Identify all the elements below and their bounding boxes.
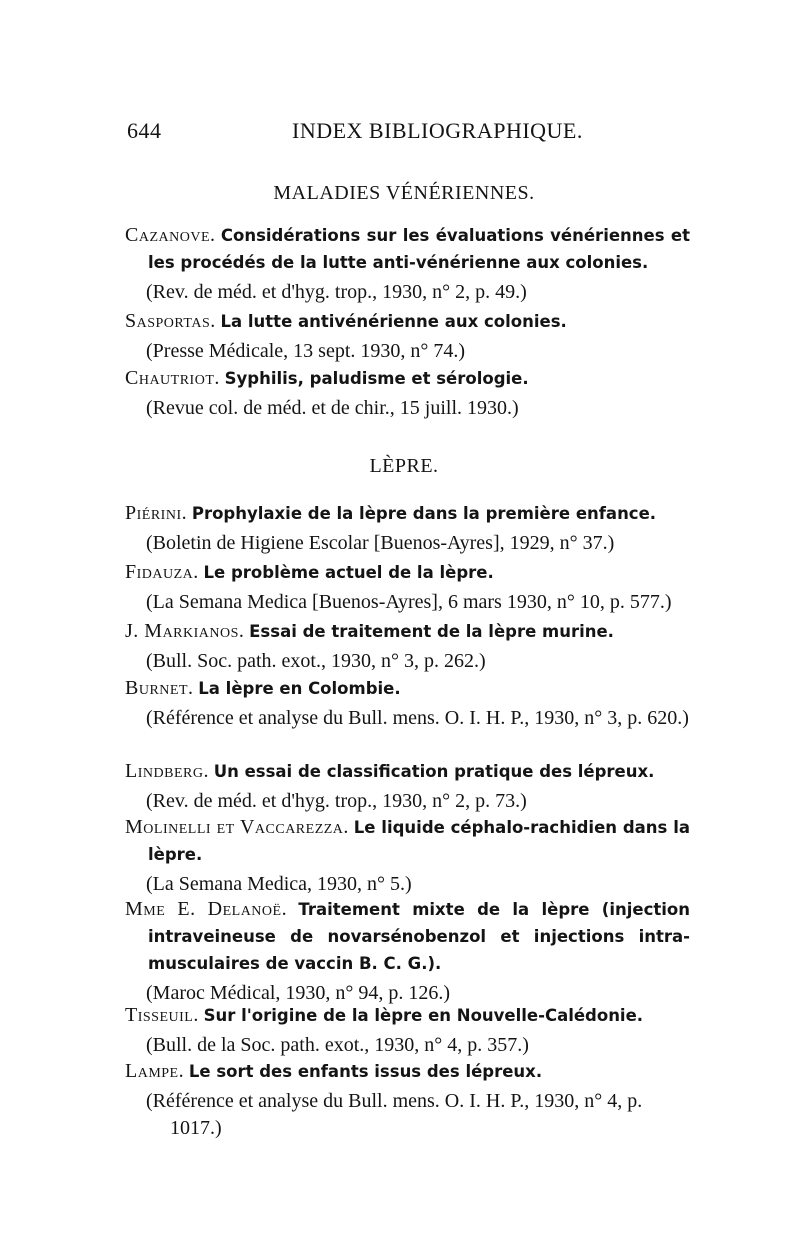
entry-reference: (Rev. de méd. et d'hyg. trop., 1930, n° 2, p. 73.)	[146, 790, 527, 812]
entry-title: Le liquide céphalo-rachidien dans la lèpre.	[148, 818, 690, 864]
entry-author: Lampe.	[125, 1060, 185, 1082]
entry-reference: (Référence et analyse du Bull. mens. O. I. H. P., 1930, n° 3, p. 620.)	[146, 707, 689, 729]
entry-author: Fidauza.	[125, 561, 199, 583]
entry-author: Tisseuil.	[125, 1004, 199, 1026]
entry-reference: (Bull. de la Soc. path. exot., 1930, n° 4, p. 357.)	[146, 1034, 529, 1056]
entry-title: Le sort des enfants issus des lépreux.	[188, 1062, 543, 1081]
entry-title: Un essai de classification pratique des lépreux.	[213, 762, 655, 781]
bibliography-entry	[125, 814, 690, 898]
bibliography-entry	[125, 559, 690, 616]
entry-author: Cazanove.	[125, 224, 216, 246]
bibliography-entry	[125, 896, 690, 1007]
section-heading-lepre: LÈPRE.	[369, 455, 439, 477]
bibliography-entry	[125, 500, 690, 557]
entry-author: Piérini.	[125, 502, 188, 524]
running-title: INDEX BIBLIOGRAPHIQUE.	[292, 118, 583, 143]
entry-title: Considérations sur les évaluations vénériennes et les procédés de la lutte anti-vénérienne aux colonies.	[148, 226, 690, 272]
entry-author: Sasportas.	[125, 310, 216, 332]
entry-reference: (Revue col. de méd. et de chir., 15 juill. 1930.)	[146, 397, 519, 419]
bibliography-entry	[125, 1058, 690, 1142]
entry-title: Essai de traitement de la lèpre murine.	[249, 622, 614, 641]
entry-title: Traitement mixte de la lèpre (injection intraveineuse de novarsénobenzol et injections intra-musculaires de vaccin B. C. G.).	[148, 900, 690, 973]
entry-author: Lindberg.	[125, 760, 209, 782]
bibliography-entry	[125, 618, 690, 675]
entry-author: Molinelli et Vaccarezza.	[125, 816, 349, 838]
bibliography-entry	[125, 222, 690, 306]
bibliography-entry	[125, 308, 690, 365]
entry-title: Prophylaxie de la lèpre dans la première enfance.	[191, 504, 657, 523]
bibliography-entry	[125, 758, 690, 815]
entry-title: Sur l'origine de la lèpre en Nouvelle-Calédonie.	[203, 1006, 644, 1025]
entry-title: La lutte antivénérienne aux colonies.	[220, 312, 567, 331]
page-number: 644	[127, 118, 162, 143]
entry-reference: (Rev. de méd. et d'hyg. trop., 1930, n° 2, p. 49.)	[146, 281, 527, 303]
entry-title: Syphilis, paludisme et sérologie.	[224, 369, 529, 388]
entry-reference: (Boletin de Higiene Escolar [Buenos-Ayres], 1929, n° 37.)	[146, 532, 615, 554]
entry-reference: (Bull. Soc. path. exot., 1930, n° 3, p. 262.)	[146, 650, 486, 672]
entry-reference: (La Semana Medica, 1930, n° 5.)	[146, 873, 412, 895]
entry-title: Le problème actuel de la lèpre.	[203, 563, 494, 582]
section-heading-maladies-veneriennes: MALADIES VÉNÉRIENNES.	[273, 182, 535, 204]
entry-reference: (Maroc Médical, 1930, n° 94, p. 126.)	[146, 982, 451, 1004]
entry-reference: (La Semana Medica [Buenos-Ayres], 6 mars 1930, n° 10, p. 577.)	[146, 591, 672, 613]
bibliography-entry	[125, 1002, 690, 1059]
bibliography-entry	[125, 675, 690, 732]
entry-title: La lèpre en Colombie.	[198, 679, 401, 698]
entry-author: Chautriot.	[125, 367, 220, 389]
entry-author: Burnet.	[125, 677, 194, 699]
entry-author: Mme E. Delanoë.	[125, 898, 288, 920]
entry-reference: (Presse Médicale, 13 sept. 1930, n° 74.)	[146, 340, 466, 362]
entry-reference: (Référence et analyse du Bull. mens. O. I. H. P., 1930, n° 4, p. 1017.)	[146, 1090, 643, 1139]
entry-author: J. Markianos.	[125, 620, 245, 642]
bibliography-entry	[125, 365, 690, 422]
running-head	[124, 118, 684, 148]
